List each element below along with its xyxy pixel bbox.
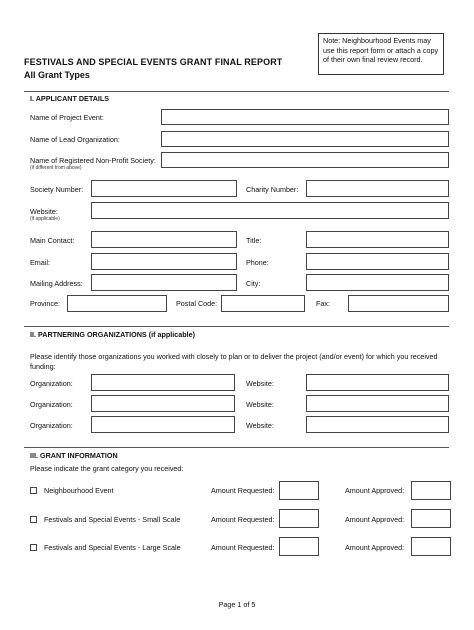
amount-approved-field-2[interactable] (411, 509, 451, 528)
partner-website-field-2[interactable] (306, 395, 449, 412)
partner-org-label-3: Organization: (30, 421, 73, 430)
category-label-neighbourhood: Neighbourhood Event (44, 486, 114, 495)
postal-label: Postal Code: (176, 299, 218, 308)
city-field[interactable] (306, 274, 449, 291)
phone-label: Phone: (246, 258, 269, 267)
province-label: Province: (30, 299, 60, 308)
amount-requested-field-3[interactable] (279, 537, 319, 556)
fax-label: Fax: (316, 299, 330, 308)
note-box: Note: Neighbourhood Events may use this report form or attach a copy of their own final review record. (318, 33, 444, 75)
charity-number-label: Charity Number: (246, 185, 299, 194)
mailing-field[interactable] (91, 274, 237, 291)
category-label-large-scale: Festivals and Special Events - Large Scale (44, 543, 181, 552)
amount-requested-field-1[interactable] (279, 481, 319, 500)
amount-approved-label-1: Amount Approved: (345, 486, 405, 495)
society-number-label: Society Number: (30, 185, 84, 194)
lead-org-field[interactable] (161, 131, 449, 147)
section-1-heading: I. APPLICANT DETAILS (30, 94, 110, 103)
partner-website-label-2: Website: (246, 400, 274, 409)
page-subtitle: All Grant Types (24, 70, 90, 80)
project-event-label: Name of Project Event: (30, 113, 104, 122)
section-2-heading: II. PARTNERING ORGANIZATIONS (if applicable) (30, 330, 196, 339)
charity-number-field[interactable] (306, 180, 449, 197)
society-number-field[interactable] (91, 180, 237, 197)
section-1-rule (24, 91, 449, 92)
partner-website-field-3[interactable] (306, 416, 449, 433)
postal-field[interactable] (221, 295, 305, 312)
section-3-instructions: Please indicate the grant category you received: (30, 464, 184, 473)
amount-requested-label-3: Amount Requested: (211, 543, 275, 552)
amount-requested-field-2[interactable] (279, 509, 319, 528)
society-label: Name of Registered Non-Profit Society: (30, 156, 156, 165)
section-2-instructions: Please identify those organizations you worked with closely to plan or to deliver the project (and/or event) for which you received funding: (30, 352, 438, 371)
category-label-small-scale: Festivals and Special Events - Small Scale (44, 515, 181, 524)
category-checkbox-neighbourhood[interactable] (30, 487, 37, 494)
partner-org-field-1[interactable] (91, 374, 235, 391)
website-field[interactable] (91, 202, 449, 219)
section-3-rule (24, 447, 449, 448)
partner-org-field-2[interactable] (91, 395, 235, 412)
society-note: (if different from above) (30, 165, 82, 171)
page-number: Page 1 of 5 (218, 600, 256, 609)
partner-website-field-1[interactable] (306, 374, 449, 391)
page-title: FESTIVALS AND SPECIAL EVENTS GRANT FINAL REPORT (24, 57, 283, 67)
amount-requested-label-1: Amount Requested: (211, 486, 275, 495)
category-checkbox-large-scale[interactable] (30, 544, 37, 551)
title-field[interactable] (306, 231, 449, 248)
project-event-field[interactable] (161, 109, 449, 125)
city-label: City: (246, 279, 261, 288)
main-contact-field[interactable] (91, 231, 237, 248)
fax-field[interactable] (348, 295, 449, 312)
amount-approved-label-3: Amount Approved: (345, 543, 405, 552)
amount-approved-field-1[interactable] (411, 481, 451, 500)
society-field[interactable] (161, 152, 449, 168)
category-checkbox-small-scale[interactable] (30, 516, 37, 523)
main-contact-label: Main Contact: (30, 236, 75, 245)
section-3-heading: III. GRANT INFORMATION (30, 451, 118, 460)
website-note: (if applicable) (30, 216, 60, 222)
partner-org-field-3[interactable] (91, 416, 235, 433)
section-2-rule (24, 326, 449, 327)
email-field[interactable] (91, 253, 237, 270)
partner-website-label-1: Website: (246, 379, 274, 388)
amount-approved-field-3[interactable] (411, 537, 451, 556)
title-label: Title: (246, 236, 262, 245)
amount-requested-label-2: Amount Requested: (211, 515, 275, 524)
partner-website-label-3: Website: (246, 421, 274, 430)
partner-org-label-1: Organization: (30, 379, 73, 388)
partner-org-label-2: Organization: (30, 400, 73, 409)
amount-approved-label-2: Amount Approved: (345, 515, 405, 524)
website-label: Website: (30, 207, 58, 216)
phone-field[interactable] (306, 253, 449, 270)
mailing-label: Mailing Address: (30, 279, 83, 288)
province-field[interactable] (67, 295, 167, 312)
lead-org-label: Name of Lead Organization: (30, 135, 120, 144)
email-label: Email: (30, 258, 50, 267)
